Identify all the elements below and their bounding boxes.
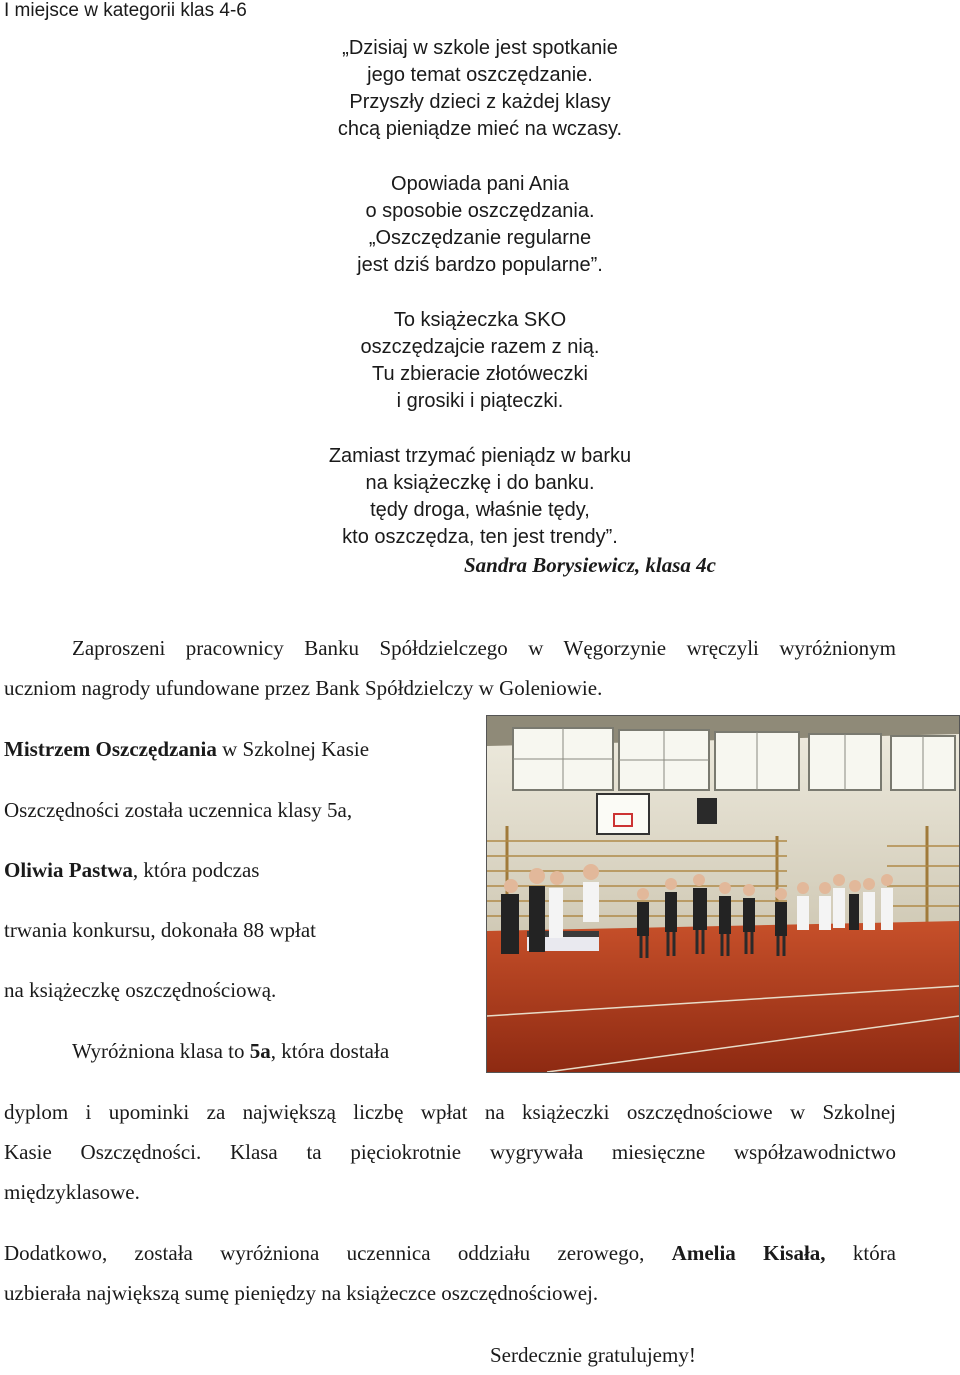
poem-author: Sandra Borysiewicz, klasa 4c [463, 553, 717, 577]
additional-line-1: Dodatkowo, została wyróżniona uczennica oddziału zerowego, Amelia Kisała, która [4, 1241, 897, 1265]
intro-line-1: Zaproszeni pracownicy Banku Spółdzielczego w Węgorzynie wręczyli wyróżnionym [72, 636, 896, 660]
poem-line: o sposobie oszczędzania. [365, 200, 595, 222]
poem-line: chcą pieniądze mieć na wczasy. [337, 118, 623, 140]
poem-line: Opowiada pani Ania [391, 173, 569, 195]
closing-text: Serdecznie gratulujemy! [490, 1343, 696, 1367]
ceremony-photo [486, 715, 960, 1073]
poem-line: Przyszły dzieci z każdej klasy [349, 91, 611, 113]
poem-line: oszczędzajcie razem z nią. [360, 336, 600, 358]
poem-line: Tu zbieracie złotóweczki [371, 363, 588, 385]
award-class: 5a [249, 1039, 271, 1063]
poem-line: Zamiast trzymać pieniądz w barku [328, 445, 632, 467]
master-line-3: Oliwia Pastwa, która podczas [4, 858, 260, 882]
poem-line: na książeczkę i do banku. [365, 472, 595, 494]
poem-line: To książeczka SKO [393, 309, 567, 331]
poem [0, 0, 960, 600]
class-award-line-2: dyplom i upominki za największą liczbę wpłat na książeczki oszczędnościowe w Szkolnej [4, 1100, 896, 1124]
class-award-line-4: międzyklasowe. [4, 1180, 140, 1204]
poem-line: i grosiki i piąteczki. [396, 390, 564, 412]
poem-line: „Dzisiaj w szkole jest spotkanie [342, 37, 618, 59]
winner-name: Oliwia Pastwa [4, 858, 133, 882]
master-line-5: na książeczkę oszczędnościową. [4, 978, 277, 1002]
class-award-line-1: Wyróżniona klasa to 5a, która dostała [72, 1039, 390, 1063]
master-title: Mistrzem Oszczędzania [4, 737, 217, 761]
class-award-line-3: Kasie Oszczędności. Klasa ta pięciokrotnie wygrywała miesięczne współzawodnictwo [4, 1140, 896, 1164]
poem-line: jego temat oszczędzanie. [367, 64, 593, 86]
additional-line-2: uzbierała największą sumę pieniędzy na książeczce oszczędnościowej. [4, 1281, 599, 1305]
poem-line: „Oszczędzanie regularne [368, 227, 592, 249]
poem-line: kto oszczędza, ten jest trendy”. [342, 526, 618, 548]
master-line-4: trwania konkursu, dokonała 88 wpłat [4, 918, 317, 942]
poem-line: jest dziś bardzo popularne”. [357, 254, 603, 276]
intro-line-2: uczniom nagrody ufundowane przez Bank Spółdzielczy w Goleniowie. [4, 676, 603, 700]
master-line-2: Oszczędności została uczennica klasy 5a, [4, 798, 353, 822]
poem-line: tędy droga, właśnie tędy, [370, 499, 590, 521]
master-line-1: Mistrzem Oszczędzania w Szkolnej Kasie [4, 737, 370, 761]
page-heading: I miejsce w kategorii klas 4-6 [4, 0, 247, 21]
additional-winner-name: Amelia Kisała, [671, 1241, 826, 1265]
